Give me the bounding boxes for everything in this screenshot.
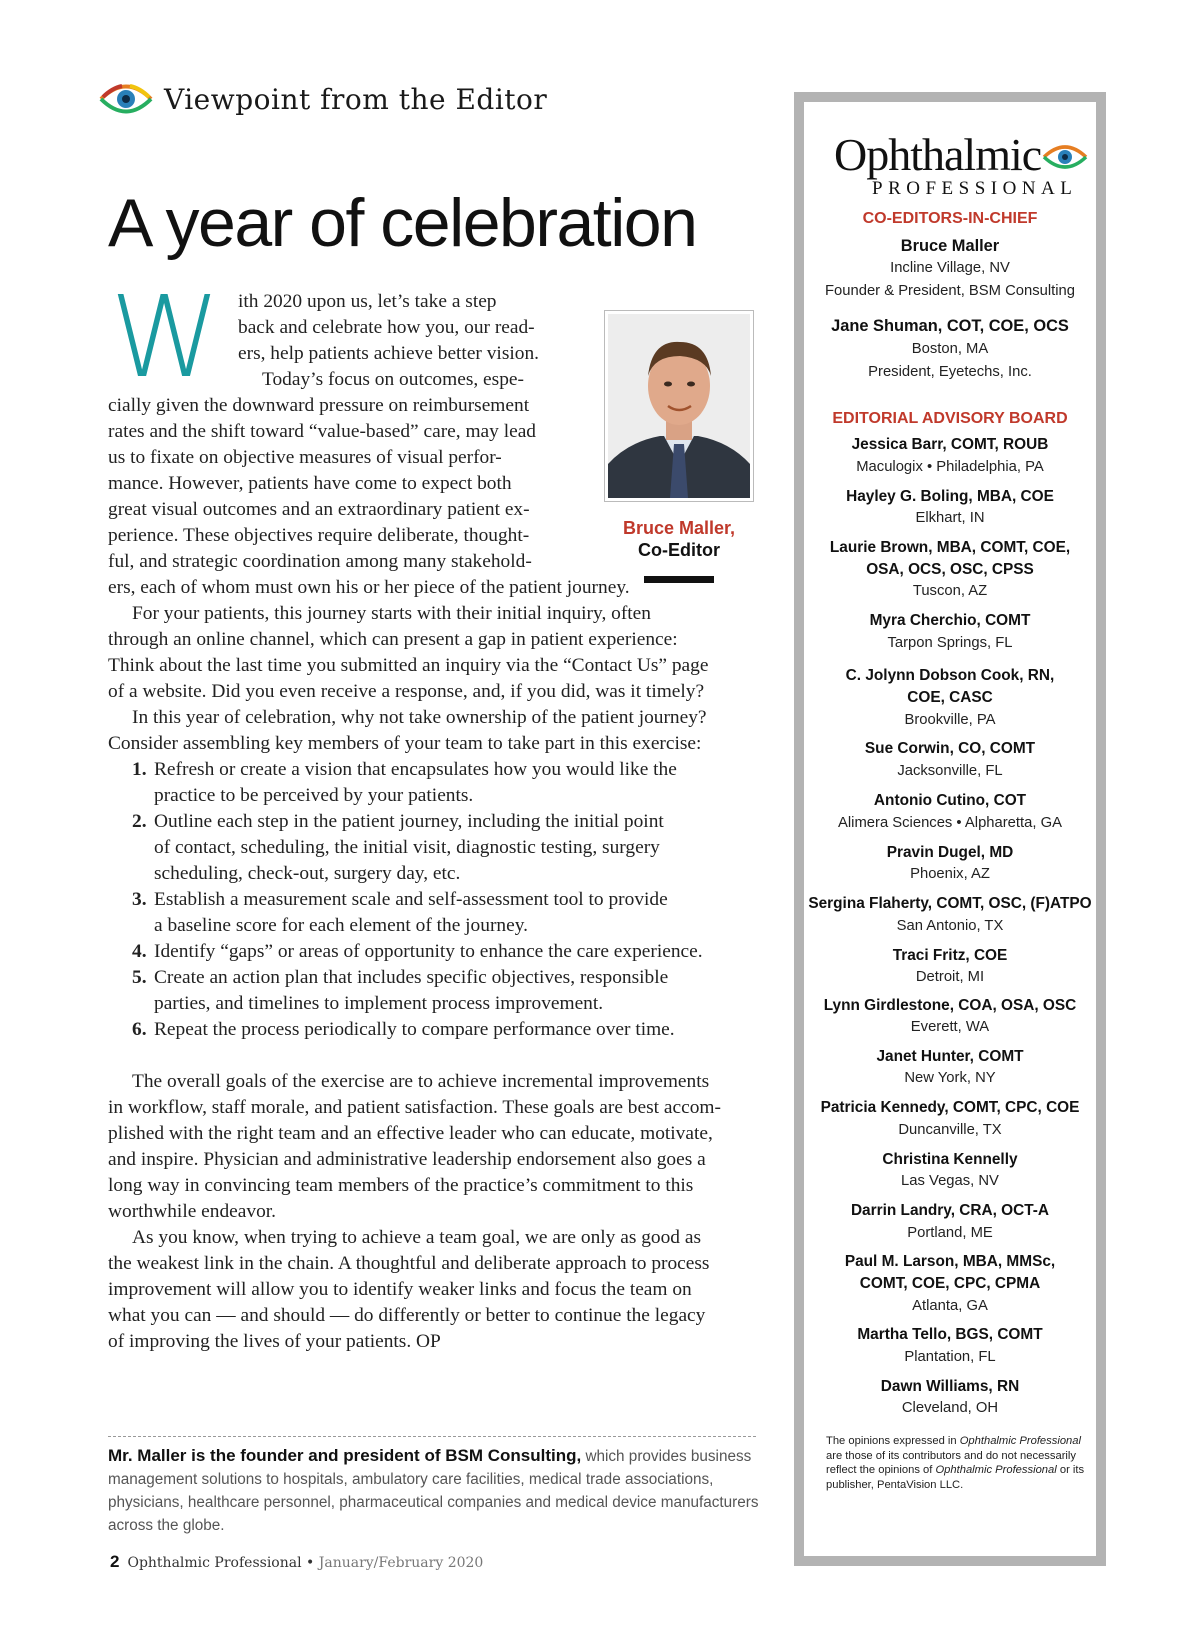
eye-logo-icon bbox=[1042, 142, 1088, 172]
disclaimer-publication: Ophthalmic Professional bbox=[935, 1464, 1057, 1476]
step-number: 6. bbox=[132, 1019, 147, 1040]
bio-divider bbox=[108, 1436, 756, 1437]
coeditor-name: Jane Shuman, COT, COE, OCS bbox=[831, 317, 1069, 335]
board-member-location: Las Vegas, NV bbox=[901, 1173, 999, 1189]
board-member-name: C. Jolynn Dobson Cook, RN, bbox=[845, 667, 1055, 684]
board-member-name: Jessica Barr, COMT, ROUB bbox=[851, 436, 1049, 453]
editor-portrait bbox=[608, 314, 750, 498]
body-line: back and celebrate how you, our read- bbox=[238, 317, 535, 338]
body-line: ers, each of whom must own his or her piece of the patient journey. bbox=[108, 577, 630, 598]
logo-subtitle: PROFESSIONAL bbox=[872, 178, 1078, 199]
photo-caption-name: Bruce Maller, bbox=[622, 518, 736, 538]
step-line: Create an action plan that includes specific objectives, responsible bbox=[154, 967, 669, 988]
disclaimer-text: are those of its contributors and do not necessarily reflect the opinions of bbox=[826, 1449, 1076, 1476]
step-line: a baseline score for each element of the journey. bbox=[154, 915, 528, 936]
publication-logo bbox=[834, 129, 1094, 202]
body-line: what you can — and should — do differently or better to continue the legacy bbox=[108, 1305, 706, 1326]
step-number: 3. bbox=[132, 889, 147, 910]
board-member-location: Brookville, PA bbox=[904, 712, 996, 728]
body-line: improvement will allow you to identify weaker links and focus the team on bbox=[108, 1279, 692, 1300]
eye-logo-icon bbox=[98, 80, 154, 118]
footer-publication: Ophthalmic Professional bbox=[127, 1555, 302, 1571]
board-member-name: Antonio Cutino, COT bbox=[873, 792, 1027, 809]
body-line: Today’s focus on outcomes, espe- bbox=[262, 369, 524, 390]
board-member-name-cont: COE, CASC bbox=[907, 689, 993, 706]
section-title: Viewpoint from the Editor bbox=[164, 82, 548, 116]
board-member-name: Patricia Kennedy, COMT, CPC, COE bbox=[820, 1099, 1080, 1116]
board-member-location: Portland, ME bbox=[907, 1225, 993, 1241]
body-line: cially given the downward pressure on reimbursement bbox=[108, 395, 530, 416]
section-header bbox=[98, 78, 547, 120]
board-heading: EDITORIAL ADVISORY BOARD bbox=[832, 410, 1068, 427]
bio-lead: Mr. Maller is the founder and president of BSM Consulting, bbox=[108, 1446, 582, 1465]
disclaimer-publication: Ophthalmic Professional bbox=[959, 1435, 1081, 1447]
board-member-name: Pravin Dugel, MD bbox=[886, 844, 1014, 861]
board-member-location: Tuscon, AZ bbox=[912, 583, 988, 599]
board-member-name-cont: COMT, COE, CPC, CPMA bbox=[859, 1275, 1041, 1292]
step-line: practice to be perceived by your patients. bbox=[154, 785, 474, 806]
board-member-location: New York, NY bbox=[904, 1070, 996, 1086]
body-line: Consider assembling key members of your team to take part in this exercise: bbox=[108, 733, 702, 754]
body-line: of a website. Did you even receive a response, and, if you did, was it timely? bbox=[108, 681, 705, 702]
body-line: in workflow, staff morale, and patient satisfaction. These goals are best accom- bbox=[108, 1097, 721, 1118]
step-line: of contact, scheduling, the initial visit, diagnostic testing, surgery bbox=[154, 837, 660, 858]
step-line: Identify “gaps” or areas of opportunity to enhance the care experience. bbox=[154, 941, 703, 962]
board-member-name: Christina Kennelly bbox=[882, 1151, 1018, 1168]
step-number: 5. bbox=[132, 967, 147, 988]
body-line: and inspire. Physician and administrative leadership endorsement also goes a bbox=[108, 1149, 706, 1170]
board-member-name: Sergina Flaherty, COMT, OSC, (F)ATPO bbox=[808, 895, 1092, 912]
body-line: The overall goals of the exercise are to achieve incremental improvements bbox=[132, 1071, 710, 1092]
board-member-name: Lynn Girdlestone, COA, OSA, OSC bbox=[823, 997, 1077, 1014]
body-line: great visual outcomes and an extraordinary patient ex- bbox=[108, 499, 530, 520]
board-member-location: Maculogix • Philadelphia, PA bbox=[856, 459, 1044, 475]
step-number: 1. bbox=[132, 759, 147, 780]
board-member-location: Jacksonville, FL bbox=[897, 763, 1003, 779]
board-member-name: Darrin Landry, CRA, OCT-A bbox=[850, 1202, 1050, 1219]
board-member-location: San Antonio, TX bbox=[896, 918, 1004, 934]
step-line: Refresh or create a vision that encapsulates how you would like the bbox=[154, 759, 677, 780]
masthead-sidebar bbox=[794, 92, 1106, 1566]
board-member-location: Tarpon Springs, FL bbox=[887, 635, 1013, 651]
photo-caption-role: Co-Editor bbox=[638, 540, 720, 560]
board-member-location: Duncanville, TX bbox=[898, 1122, 1002, 1138]
board-member-name: Dawn Williams, RN bbox=[880, 1378, 1020, 1395]
body-line: perience. These objectives require deliberate, thought- bbox=[108, 525, 530, 546]
bio-rest: which provides business management solutions to hospitals, ambulatory care facilities, medical trade associations, physicians, healthcare personnel, pharmaceutical companies and medical device manufacturers across the globe. bbox=[108, 1448, 759, 1534]
caption-divider bbox=[644, 576, 714, 583]
body-line: through an online channel, which can present a gap in patient experience: bbox=[108, 629, 678, 650]
body-line: Think about the last time you submitted an inquiry via the “Contact Us” page bbox=[108, 655, 709, 676]
board-member-location: Detroit, MI bbox=[915, 969, 985, 985]
step-line: Establish a measurement scale and self-assessment tool to provide bbox=[154, 889, 668, 910]
drop-cap: W bbox=[110, 273, 221, 403]
body-line: mance. However, patients have come to expect both bbox=[108, 473, 512, 494]
coeditor-detail: Founder & President, BSM Consulting bbox=[824, 283, 1076, 299]
body-line: plished with the right team and an effective leader who can educate, motivate, bbox=[108, 1123, 713, 1144]
opinions-disclaimer bbox=[826, 1434, 1088, 1492]
editor-photo-frame bbox=[604, 310, 754, 502]
body-line: ful, and strategic coordination among many stakehold- bbox=[108, 551, 532, 572]
board-member-name: Myra Cherchio, COMT bbox=[869, 612, 1031, 629]
board-member-location: Elkhart, IN bbox=[915, 510, 985, 526]
article-headline: A year of celebration bbox=[108, 185, 697, 261]
body-line: long way in convincing team members of the practice’s commitment to this bbox=[108, 1175, 694, 1196]
body-line: the weakest link in the chain. A thoughtful and deliberate approach to process bbox=[108, 1253, 710, 1274]
body-line: As you know, when trying to achieve a team goal, we are only as good as bbox=[132, 1227, 701, 1248]
disclaimer-text: The opinions expressed in bbox=[826, 1435, 960, 1447]
body-line: ers, help patients achieve better vision. bbox=[238, 343, 539, 364]
board-member-location: Alimera Sciences • Alpharetta, GA bbox=[838, 815, 1062, 831]
page-footer bbox=[110, 1552, 483, 1572]
step-line: Repeat the process periodically to compare performance over time. bbox=[154, 1019, 675, 1040]
board-member-location: Atlanta, GA bbox=[912, 1298, 988, 1314]
coeditors-heading: CO-EDITORS-IN-CHIEF bbox=[862, 210, 1038, 227]
step-line: Outline each step in the patient journey, including the initial point bbox=[154, 811, 664, 832]
coeditor-detail: President, Eyetechs, Inc. bbox=[868, 364, 1032, 380]
page-number: 2 bbox=[110, 1552, 120, 1571]
disclaimer-text: or its publisher, PentaVision LLC. bbox=[826, 1464, 1085, 1491]
board-member-location: Cleveland, OH bbox=[901, 1400, 999, 1416]
footer-date: January/February 2020 bbox=[318, 1555, 484, 1571]
body-line: of improving the lives of your patients. OP bbox=[108, 1331, 441, 1352]
logo-wordmark: Ophthalmic bbox=[834, 129, 1042, 180]
body-line: For your patients, this journey starts with their initial inquiry, often bbox=[132, 603, 651, 624]
coeditor-detail: Boston, MA bbox=[911, 341, 989, 357]
step-line: parties, and timelines to implement process improvement. bbox=[154, 993, 604, 1014]
body-line: rates and the shift toward “value-based” care, may lead bbox=[108, 421, 537, 442]
board-member-name: Traci Fritz, COE bbox=[892, 947, 1008, 964]
coeditor-name: Bruce Maller bbox=[900, 237, 1000, 255]
board-member-name-cont: OSA, OCS, OSC, CPSS bbox=[866, 561, 1034, 578]
board-member-location: Phoenix, AZ bbox=[910, 866, 990, 882]
board-member-location: Everett, WA bbox=[910, 1019, 990, 1035]
board-member-name: Paul M. Larson, MBA, MMSc, bbox=[844, 1253, 1056, 1270]
step-line: scheduling, check-out, surgery day, etc. bbox=[154, 863, 461, 884]
board-member-name: Laurie Brown, MBA, COMT, COE, bbox=[829, 539, 1071, 556]
board-member-name: Martha Tello, BGS, COMT bbox=[857, 1326, 1043, 1343]
body-line: worthwhile endeavor. bbox=[108, 1201, 277, 1222]
body-line: us to fixate on objective measures of visual perfor- bbox=[108, 447, 502, 468]
body-line: ith 2020 upon us, let’s take a step bbox=[238, 291, 497, 312]
step-number: 2. bbox=[132, 811, 147, 832]
author-bio bbox=[108, 1444, 768, 1537]
body-line: In this year of celebration, why not take ownership of the patient journey? bbox=[132, 707, 707, 728]
board-member-name: Hayley G. Boling, MBA, COE bbox=[846, 488, 1054, 505]
board-member-name: Janet Hunter, COMT bbox=[876, 1048, 1024, 1065]
board-member-location: Plantation, FL bbox=[904, 1349, 996, 1365]
footer-separator: • bbox=[306, 1555, 315, 1571]
coeditor-detail: Incline Village, NV bbox=[890, 260, 1010, 276]
board-member-name: Sue Corwin, CO, COMT bbox=[864, 740, 1036, 757]
step-number: 4. bbox=[132, 941, 147, 962]
